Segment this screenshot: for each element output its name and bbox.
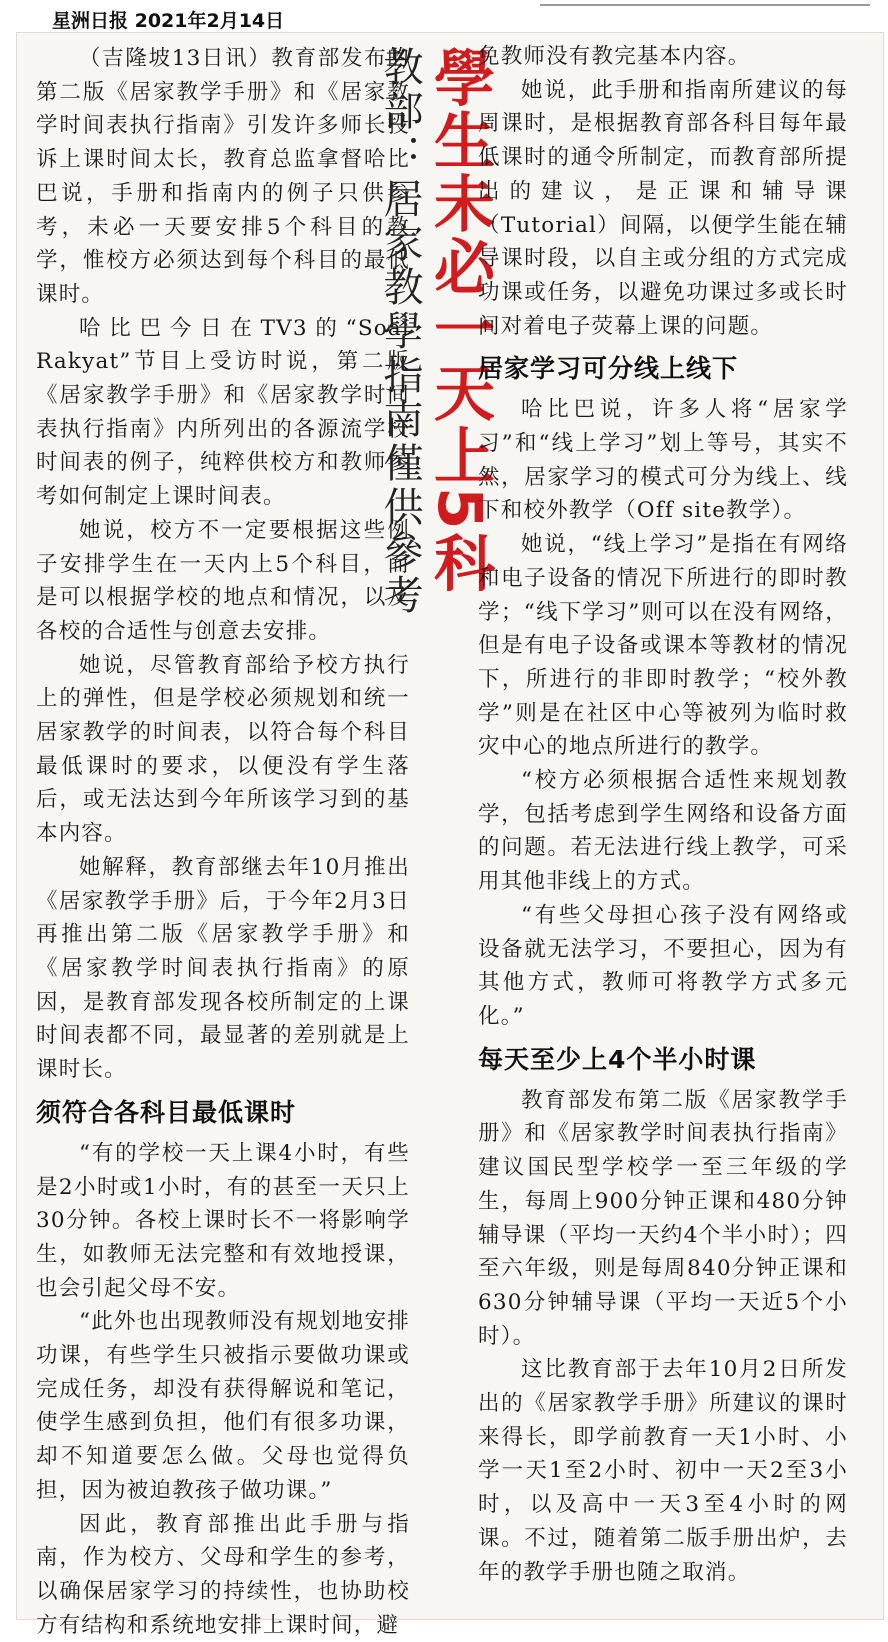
article-paragraph: 她说，校方不一定要根据这些例子安排学生在一天内上5个科目，而是可以根据学校的地点和情况，以及各校的合适性与创意去安排。 [36,517,410,644]
headline-main: 學生未必一天上5科 [424,46,495,595]
article-paragraph: “此外也出现教师没有规划地安排功课，有些学生只被指示要做功课或完成任务，却没有获得解说和笔记，使学生感到负担，他们有很多功课，却不知道要怎么做。父母也觉得负担，因为被迫教孩子做功课。” [36,1309,410,1503]
article-paragraph: 免教师没有教完基本内容。 [478,44,751,69]
top-divider [540,4,870,6]
article-paragraph: 她说，此手册和指南所建议的每周课时，是根据教育部各科目每年最低课时的通令所制定，而教育部所提出的建议，是正课和辅导课（Tutorial）间隔，以便学生能在辅导课时段，以自主或分组的方式完成功课或任务，以避免功课过多或长时间对着电子荧幕上课的问题。 [478,77,848,339]
article-paragraph: “有的学校一天上课4小时，有些是2小时或1小时，有的甚至一天只上30分钟。各校上课时长不一将影响学生，如教师无法完整和有效地授课，也会引起父母不安。 [36,1140,410,1301]
subheading-minimum-hours: 须符合各科目最低课时 [36,1097,297,1127]
newspaper-masthead: 星洲日报 2021年2月14日 [52,10,285,32]
article-paragraph: “有些父母担心孩子没有网络或设备就无法学习，不要担心，因为有其他方式，教师可将教学方式多元化。” [478,902,848,1029]
article-left-column [36,42,410,1638]
article-paragraph: 这比教育部于去年10月2日所发出的《居家教学手册》所建议的课时来得长，即学前教育一天1小时、小学一天1至2小时、初中一天2至3小时，以及高中一天3至4小时的网课。不过，随着第二版手册出炉，去年的教学手册也随之取消。 [478,1357,848,1585]
article-paragraph: 她解释，教育部继去年10月推出《居家教学手册》后，于今年2月3日再推出第二版《居家教学手册》和《居家教学时间表执行指南》的原因，是教育部发现各校所制定的上课时间表都不同，最显著的差别就是上课时长。 [36,854,410,1083]
article-paragraph: 她说，“线上学习”是指在有网络和电子设备的情况下所进行的即时教学；“线下学习”则可以在没有网络，但是有电子设备或课本等教材的情况下，所进行的非即时教学；“校外教学”则是在社区中心等被列为临时救灾中心的地点所进行的教学。 [478,532,848,760]
article-paragraph: 教育部发布第二版《居家教学手册》和《居家教学时间表执行指南》建议国民型学校学一至三年级的学生，每周上900分钟正课和480分钟辅导课（平均一天约4个半小时）；四至六年级，则是每周840分钟正课和630分钟辅导课（平均一天近5个小时）。 [478,1087,848,1349]
article-paragraph: 因此，教育部推出此手册与指南，作为校方、父母和学生的参考，以确保居家学习的持续性，也协助校方有结构和系统地安排上课时间，避 [36,1511,410,1638]
article-paragraph: “校方必须根据合适性来规划教学，包括考虑到学生网络和设备方面的问题。若无法进行线上教学，可采用其他非线上的方式。 [478,768,848,895]
article-paragraph: 她说，尽管教育部给予校方执行上的弹性，但是学校必须规划和统一居家教学的时间表，以符合每个科目最低课时的要求，以便没有学生落后，或无法达到今年所该学习到的基本内容。 [36,652,410,847]
subheading-daily-hours: 每天至少上4个半小时课 [478,1044,757,1074]
article-paragraph: 哈比巴说，许多人将“居家学习”和“线上学习”划上等号，其实不然，居家学习的模式可分为线上、线下和校外教学（Off site教学）。 [478,397,848,524]
article-paragraph: （吉隆坡13日讯）教育部发布的第二版《居家教学手册》和《居家教学时间表执行指南》引发许多师长投诉上课时间太长，教育总监拿督哈比巴说，手册和指南内的例子只供参考，未必一天要安排5个科目的教学，惟校方必须达到每个科目的最低课时。 [36,46,410,307]
article-right-column [478,40,848,1610]
headline-kicker: 教部：居家教學指南僅供參考 [377,46,423,618]
subheading-online-offline: 居家学习可分线上线下 [478,354,739,384]
article-paragraph: 哈比巴今日在TV3的“Soal Rakyat”节目上受访时说，第二版《居家教学手册》和《居家教学时间表执行指南》内所列出的各源流学校时间表的例子，纯粹供校方和教师参考如何制定上课时间表。 [36,315,410,510]
